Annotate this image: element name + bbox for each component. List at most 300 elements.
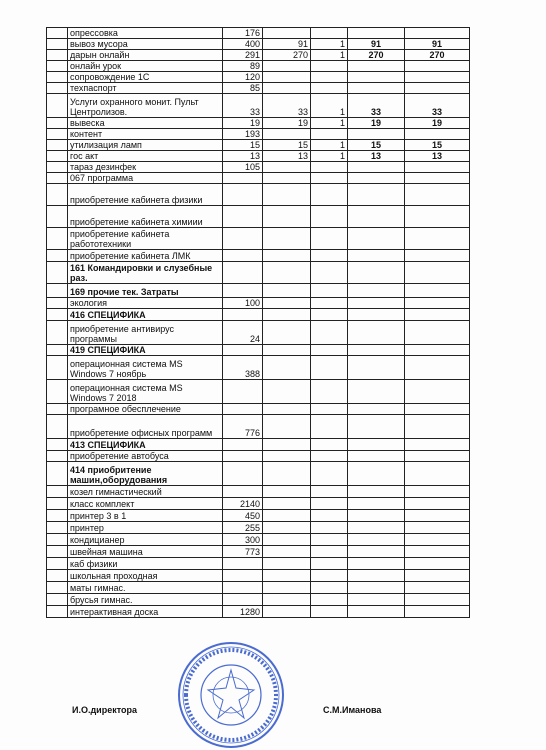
contract-amount-cell bbox=[263, 570, 311, 582]
quantity-cell bbox=[311, 582, 348, 594]
contract-amount-cell bbox=[263, 462, 311, 486]
row-index-cell bbox=[47, 570, 68, 582]
quantity-cell bbox=[311, 415, 348, 439]
plan-amount-cell bbox=[223, 558, 263, 570]
item-name-cell: приобретение офисных программ bbox=[68, 415, 223, 439]
contract-amount-cell bbox=[263, 184, 311, 206]
plan-amount-cell: 291 bbox=[223, 50, 263, 61]
plan-amount-cell: 193 bbox=[223, 129, 263, 140]
paid-amount-cell bbox=[348, 356, 405, 380]
quantity-cell bbox=[311, 462, 348, 486]
total-amount-cell bbox=[405, 570, 470, 582]
table-row bbox=[47, 250, 470, 262]
plan-amount-cell: 300 bbox=[223, 534, 263, 546]
table-row bbox=[47, 522, 470, 534]
item-name-cell: сопровождение 1С bbox=[68, 72, 223, 83]
row-index-cell bbox=[47, 206, 68, 228]
table-row bbox=[47, 321, 470, 345]
row-index-cell bbox=[47, 298, 68, 309]
item-name-cell: опрессовка bbox=[68, 28, 223, 39]
paid-amount-cell: 19 bbox=[348, 118, 405, 129]
item-name-cell: приобретение кабинета химиии bbox=[68, 206, 223, 228]
paid-amount-cell bbox=[348, 486, 405, 498]
plan-amount-cell bbox=[223, 250, 263, 262]
plan-amount-cell: 773 bbox=[223, 546, 263, 558]
item-name-cell: принтер 3 в 1 bbox=[68, 510, 223, 522]
total-amount-cell bbox=[405, 546, 470, 558]
total-amount-cell: 15 bbox=[405, 140, 470, 151]
item-name-cell: козел гимнастический bbox=[68, 486, 223, 498]
quantity-cell bbox=[311, 510, 348, 522]
quantity-cell bbox=[311, 298, 348, 309]
total-amount-cell: 13 bbox=[405, 151, 470, 162]
plan-amount-cell bbox=[223, 284, 263, 298]
table-row bbox=[47, 439, 470, 451]
contract-amount-cell: 33 bbox=[263, 94, 311, 118]
row-index-cell bbox=[47, 173, 68, 184]
item-name-cell: контент bbox=[68, 129, 223, 140]
paid-amount-cell bbox=[348, 298, 405, 309]
paid-amount-cell bbox=[348, 184, 405, 206]
quantity-cell: 1 bbox=[311, 118, 348, 129]
plan-amount-cell: 19 bbox=[223, 118, 263, 129]
paid-amount-cell: 33 bbox=[348, 94, 405, 118]
table-row bbox=[47, 206, 470, 228]
row-index-cell bbox=[47, 510, 68, 522]
table-row bbox=[47, 39, 470, 50]
quantity-cell bbox=[311, 546, 348, 558]
row-index-cell bbox=[47, 94, 68, 118]
contract-amount-cell bbox=[263, 72, 311, 83]
row-index-cell bbox=[47, 228, 68, 250]
row-index-cell bbox=[47, 50, 68, 61]
total-amount-cell bbox=[405, 83, 470, 94]
row-index-cell bbox=[47, 522, 68, 534]
item-name-cell: маты гимнас. bbox=[68, 582, 223, 594]
paid-amount-cell bbox=[348, 72, 405, 83]
item-name-cell: 419 СПЕЦИФИКА bbox=[68, 345, 223, 356]
quantity-cell bbox=[311, 284, 348, 298]
quantity-cell bbox=[311, 498, 348, 510]
total-amount-cell bbox=[405, 498, 470, 510]
contract-amount-cell bbox=[263, 498, 311, 510]
total-amount-cell bbox=[405, 345, 470, 356]
table-row bbox=[47, 356, 470, 380]
row-index-cell bbox=[47, 606, 68, 618]
contract-amount-cell bbox=[263, 558, 311, 570]
total-amount-cell bbox=[405, 206, 470, 228]
table-row bbox=[47, 140, 470, 151]
item-name-cell: 161 Командировки и слузебные раз. bbox=[68, 262, 223, 284]
plan-amount-cell: 33 bbox=[223, 94, 263, 118]
total-amount-cell bbox=[405, 404, 470, 415]
item-name-cell: утилизация ламп bbox=[68, 140, 223, 151]
total-amount-cell bbox=[405, 356, 470, 380]
quantity-cell bbox=[311, 522, 348, 534]
table-row bbox=[47, 151, 470, 162]
plan-amount-cell: 85 bbox=[223, 83, 263, 94]
total-amount-cell bbox=[405, 173, 470, 184]
plan-amount-cell bbox=[223, 594, 263, 606]
table-row bbox=[47, 284, 470, 298]
total-amount-cell bbox=[405, 462, 470, 486]
row-index-cell bbox=[47, 486, 68, 498]
row-index-cell bbox=[47, 118, 68, 129]
row-index-cell bbox=[47, 345, 68, 356]
quantity-cell bbox=[311, 184, 348, 206]
table-row bbox=[47, 558, 470, 570]
plan-amount-cell: 2140 bbox=[223, 498, 263, 510]
total-amount-cell bbox=[405, 582, 470, 594]
plan-amount-cell bbox=[223, 262, 263, 284]
contract-amount-cell: 270 bbox=[263, 50, 311, 61]
total-amount-cell bbox=[405, 534, 470, 546]
contract-amount-cell bbox=[263, 451, 311, 462]
row-index-cell bbox=[47, 162, 68, 173]
paid-amount-cell bbox=[348, 83, 405, 94]
plan-amount-cell bbox=[223, 582, 263, 594]
item-name-cell: Услуги охранного монит. Пульт Центролизов. bbox=[68, 94, 223, 118]
total-amount-cell bbox=[405, 510, 470, 522]
total-amount-cell bbox=[405, 61, 470, 72]
total-amount-cell bbox=[405, 321, 470, 345]
plan-amount-cell: 24 bbox=[223, 321, 263, 345]
row-index-cell bbox=[47, 129, 68, 140]
row-index-cell bbox=[47, 39, 68, 50]
plan-amount-cell: 1280 bbox=[223, 606, 263, 618]
paid-amount-cell bbox=[348, 173, 405, 184]
item-name-cell: принтер bbox=[68, 522, 223, 534]
item-name-cell: гос акт bbox=[68, 151, 223, 162]
item-name-cell: вывоз мусора bbox=[68, 39, 223, 50]
paid-amount-cell bbox=[348, 129, 405, 140]
row-index-cell bbox=[47, 546, 68, 558]
row-index-cell bbox=[47, 594, 68, 606]
contract-amount-cell bbox=[263, 522, 311, 534]
total-amount-cell bbox=[405, 439, 470, 451]
total-amount-cell bbox=[405, 129, 470, 140]
row-index-cell bbox=[47, 404, 68, 415]
row-index-cell bbox=[47, 28, 68, 39]
contract-amount-cell bbox=[263, 606, 311, 618]
quantity-cell bbox=[311, 321, 348, 345]
contract-amount-cell bbox=[263, 534, 311, 546]
row-index-cell bbox=[47, 61, 68, 72]
contract-amount-cell bbox=[263, 28, 311, 39]
total-amount-cell bbox=[405, 558, 470, 570]
contract-amount-cell: 13 bbox=[263, 151, 311, 162]
total-amount-cell bbox=[405, 28, 470, 39]
total-amount-cell bbox=[405, 522, 470, 534]
item-name-cell: приобретение кабинета ЛМК bbox=[68, 250, 223, 262]
table-row bbox=[47, 50, 470, 61]
table-row bbox=[47, 345, 470, 356]
quantity-cell: 1 bbox=[311, 50, 348, 61]
table-row bbox=[47, 498, 470, 510]
total-amount-cell bbox=[405, 380, 470, 404]
row-index-cell bbox=[47, 250, 68, 262]
total-amount-cell bbox=[405, 250, 470, 262]
contract-amount-cell bbox=[263, 321, 311, 345]
quantity-cell bbox=[311, 206, 348, 228]
plan-amount-cell bbox=[223, 380, 263, 404]
paid-amount-cell bbox=[348, 380, 405, 404]
quantity-cell bbox=[311, 228, 348, 250]
item-name-cell: приобретение кабинета физики bbox=[68, 184, 223, 206]
plan-amount-cell bbox=[223, 228, 263, 250]
quantity-cell bbox=[311, 345, 348, 356]
quantity-cell bbox=[311, 439, 348, 451]
plan-amount-cell bbox=[223, 309, 263, 321]
contract-amount-cell bbox=[263, 582, 311, 594]
quantity-cell: 1 bbox=[311, 140, 348, 151]
row-index-cell bbox=[47, 262, 68, 284]
paid-amount-cell bbox=[348, 606, 405, 618]
table-row bbox=[47, 606, 470, 618]
row-index-cell bbox=[47, 284, 68, 298]
total-amount-cell bbox=[405, 606, 470, 618]
plan-amount-cell: 13 bbox=[223, 151, 263, 162]
plan-amount-cell: 176 bbox=[223, 28, 263, 39]
table-row bbox=[47, 184, 470, 206]
item-name-cell: приобретение автобуса bbox=[68, 451, 223, 462]
quantity-cell bbox=[311, 83, 348, 94]
quantity-cell: 1 bbox=[311, 151, 348, 162]
paid-amount-cell bbox=[348, 61, 405, 72]
quantity-cell bbox=[311, 162, 348, 173]
paid-amount-cell: 91 bbox=[348, 39, 405, 50]
total-amount-cell: 270 bbox=[405, 50, 470, 61]
item-name-cell: онлайн урок bbox=[68, 61, 223, 72]
total-amount-cell bbox=[405, 415, 470, 439]
paid-amount-cell bbox=[348, 250, 405, 262]
row-index-cell bbox=[47, 582, 68, 594]
quantity-cell bbox=[311, 570, 348, 582]
quantity-cell: 1 bbox=[311, 39, 348, 50]
quantity-cell bbox=[311, 356, 348, 380]
table-row bbox=[47, 510, 470, 522]
contract-amount-cell bbox=[263, 356, 311, 380]
row-index-cell bbox=[47, 151, 68, 162]
contract-amount-cell bbox=[263, 61, 311, 72]
paid-amount-cell bbox=[348, 522, 405, 534]
plan-amount-cell: 255 bbox=[223, 522, 263, 534]
paid-amount-cell bbox=[348, 284, 405, 298]
official-seal bbox=[176, 640, 286, 750]
table-row bbox=[47, 582, 470, 594]
quantity-cell bbox=[311, 250, 348, 262]
quantity-cell bbox=[311, 173, 348, 184]
total-amount-cell bbox=[405, 486, 470, 498]
paid-amount-cell: 270 bbox=[348, 50, 405, 61]
paid-amount-cell bbox=[348, 570, 405, 582]
table-row bbox=[47, 173, 470, 184]
item-name-cell: интерактивная доска bbox=[68, 606, 223, 618]
row-index-cell bbox=[47, 380, 68, 404]
row-index-cell bbox=[47, 184, 68, 206]
contract-amount-cell bbox=[263, 439, 311, 451]
table-row bbox=[47, 83, 470, 94]
paid-amount-cell bbox=[348, 262, 405, 284]
row-index-cell bbox=[47, 451, 68, 462]
contract-amount-cell bbox=[263, 309, 311, 321]
table-row bbox=[47, 380, 470, 404]
row-index-cell bbox=[47, 534, 68, 546]
table-row bbox=[47, 94, 470, 118]
signatory-name: С.М.Иманова bbox=[323, 705, 382, 715]
quantity-cell bbox=[311, 558, 348, 570]
table-row bbox=[47, 28, 470, 39]
total-amount-cell bbox=[405, 451, 470, 462]
item-name-cell: кондицианер bbox=[68, 534, 223, 546]
contract-amount-cell bbox=[263, 298, 311, 309]
contract-amount-cell bbox=[263, 510, 311, 522]
item-name-cell: операционная система MS Windows 7 2018 bbox=[68, 380, 223, 404]
item-name-cell: швейная машина bbox=[68, 546, 223, 558]
plan-amount-cell bbox=[223, 570, 263, 582]
table-row bbox=[47, 262, 470, 284]
paid-amount-cell bbox=[348, 510, 405, 522]
paid-amount-cell bbox=[348, 498, 405, 510]
item-name-cell: тараз дезинфек bbox=[68, 162, 223, 173]
paid-amount-cell: 13 bbox=[348, 151, 405, 162]
table-row bbox=[47, 570, 470, 582]
paid-amount-cell bbox=[348, 534, 405, 546]
row-index-cell bbox=[47, 321, 68, 345]
plan-amount-cell: 100 bbox=[223, 298, 263, 309]
row-index-cell bbox=[47, 309, 68, 321]
contract-amount-cell bbox=[263, 262, 311, 284]
table-row bbox=[47, 162, 470, 173]
contract-amount-cell bbox=[263, 228, 311, 250]
item-name-cell: дарын онлайн bbox=[68, 50, 223, 61]
item-name-cell: 067 программа bbox=[68, 173, 223, 184]
quantity-cell bbox=[311, 262, 348, 284]
paid-amount-cell bbox=[348, 162, 405, 173]
item-name-cell: брусья гимнас. bbox=[68, 594, 223, 606]
contract-amount-cell bbox=[263, 284, 311, 298]
plan-amount-cell bbox=[223, 451, 263, 462]
paid-amount-cell: 15 bbox=[348, 140, 405, 151]
paid-amount-cell bbox=[348, 206, 405, 228]
quantity-cell bbox=[311, 486, 348, 498]
row-index-cell bbox=[47, 72, 68, 83]
total-amount-cell bbox=[405, 262, 470, 284]
row-index-cell bbox=[47, 140, 68, 151]
row-index-cell bbox=[47, 83, 68, 94]
paid-amount-cell bbox=[348, 321, 405, 345]
item-name-cell: операционная система MS Windows 7 ноябрь bbox=[68, 356, 223, 380]
table-row bbox=[47, 228, 470, 250]
quantity-cell bbox=[311, 28, 348, 39]
contract-amount-cell bbox=[263, 162, 311, 173]
item-name-cell: вывеска bbox=[68, 118, 223, 129]
contract-amount-cell bbox=[263, 83, 311, 94]
quantity-cell bbox=[311, 129, 348, 140]
contract-amount-cell bbox=[263, 380, 311, 404]
paid-amount-cell bbox=[348, 546, 405, 558]
row-index-cell bbox=[47, 462, 68, 486]
row-index-cell bbox=[47, 498, 68, 510]
quantity-cell bbox=[311, 72, 348, 83]
item-name-cell: приобретение антивирус программы bbox=[68, 321, 223, 345]
paid-amount-cell bbox=[348, 558, 405, 570]
plan-amount-cell: 89 bbox=[223, 61, 263, 72]
paid-amount-cell bbox=[348, 28, 405, 39]
table-row bbox=[47, 486, 470, 498]
plan-amount-cell bbox=[223, 462, 263, 486]
total-amount-cell bbox=[405, 309, 470, 321]
contract-amount-cell bbox=[263, 345, 311, 356]
plan-amount-cell bbox=[223, 486, 263, 498]
plan-amount-cell bbox=[223, 206, 263, 228]
total-amount-cell bbox=[405, 184, 470, 206]
table-row bbox=[47, 546, 470, 558]
item-name-cell: приобретение кабинета работотехники bbox=[68, 228, 223, 250]
paid-amount-cell bbox=[348, 594, 405, 606]
item-name-cell: класс комплект bbox=[68, 498, 223, 510]
quantity-cell: 1 bbox=[311, 94, 348, 118]
item-name-cell: каб физики bbox=[68, 558, 223, 570]
total-amount-cell bbox=[405, 162, 470, 173]
paid-amount-cell bbox=[348, 415, 405, 439]
contract-amount-cell bbox=[263, 206, 311, 228]
total-amount-cell: 91 bbox=[405, 39, 470, 50]
total-amount-cell: 33 bbox=[405, 94, 470, 118]
item-name-cell: школьная проходная bbox=[68, 570, 223, 582]
contract-amount-cell bbox=[263, 250, 311, 262]
quantity-cell bbox=[311, 309, 348, 321]
quantity-cell bbox=[311, 594, 348, 606]
plan-amount-cell: 450 bbox=[223, 510, 263, 522]
paid-amount-cell bbox=[348, 582, 405, 594]
table-row bbox=[47, 534, 470, 546]
table-row bbox=[47, 404, 470, 415]
plan-amount-cell bbox=[223, 345, 263, 356]
paid-amount-cell bbox=[348, 451, 405, 462]
contract-amount-cell bbox=[263, 486, 311, 498]
quantity-cell bbox=[311, 380, 348, 404]
table-row bbox=[47, 61, 470, 72]
total-amount-cell bbox=[405, 298, 470, 309]
table-row bbox=[47, 72, 470, 83]
director-label: И.О.директора bbox=[72, 705, 138, 715]
plan-amount-cell: 400 bbox=[223, 39, 263, 50]
plan-amount-cell bbox=[223, 173, 263, 184]
expenses-table bbox=[46, 27, 470, 618]
table-row bbox=[47, 451, 470, 462]
contract-amount-cell bbox=[263, 415, 311, 439]
paid-amount-cell bbox=[348, 345, 405, 356]
contract-amount-cell bbox=[263, 594, 311, 606]
total-amount-cell bbox=[405, 228, 470, 250]
item-name-cell: экология bbox=[68, 298, 223, 309]
row-index-cell bbox=[47, 415, 68, 439]
contract-amount-cell bbox=[263, 546, 311, 558]
quantity-cell bbox=[311, 606, 348, 618]
contract-amount-cell bbox=[263, 129, 311, 140]
contract-amount-cell: 91 bbox=[263, 39, 311, 50]
quantity-cell bbox=[311, 534, 348, 546]
paid-amount-cell bbox=[348, 439, 405, 451]
quantity-cell bbox=[311, 404, 348, 415]
total-amount-cell bbox=[405, 72, 470, 83]
row-index-cell bbox=[47, 558, 68, 570]
table-row bbox=[47, 309, 470, 321]
row-index-cell bbox=[47, 356, 68, 380]
item-name-cell: 413 СПЕЦИФИКА bbox=[68, 439, 223, 451]
paid-amount-cell bbox=[348, 309, 405, 321]
